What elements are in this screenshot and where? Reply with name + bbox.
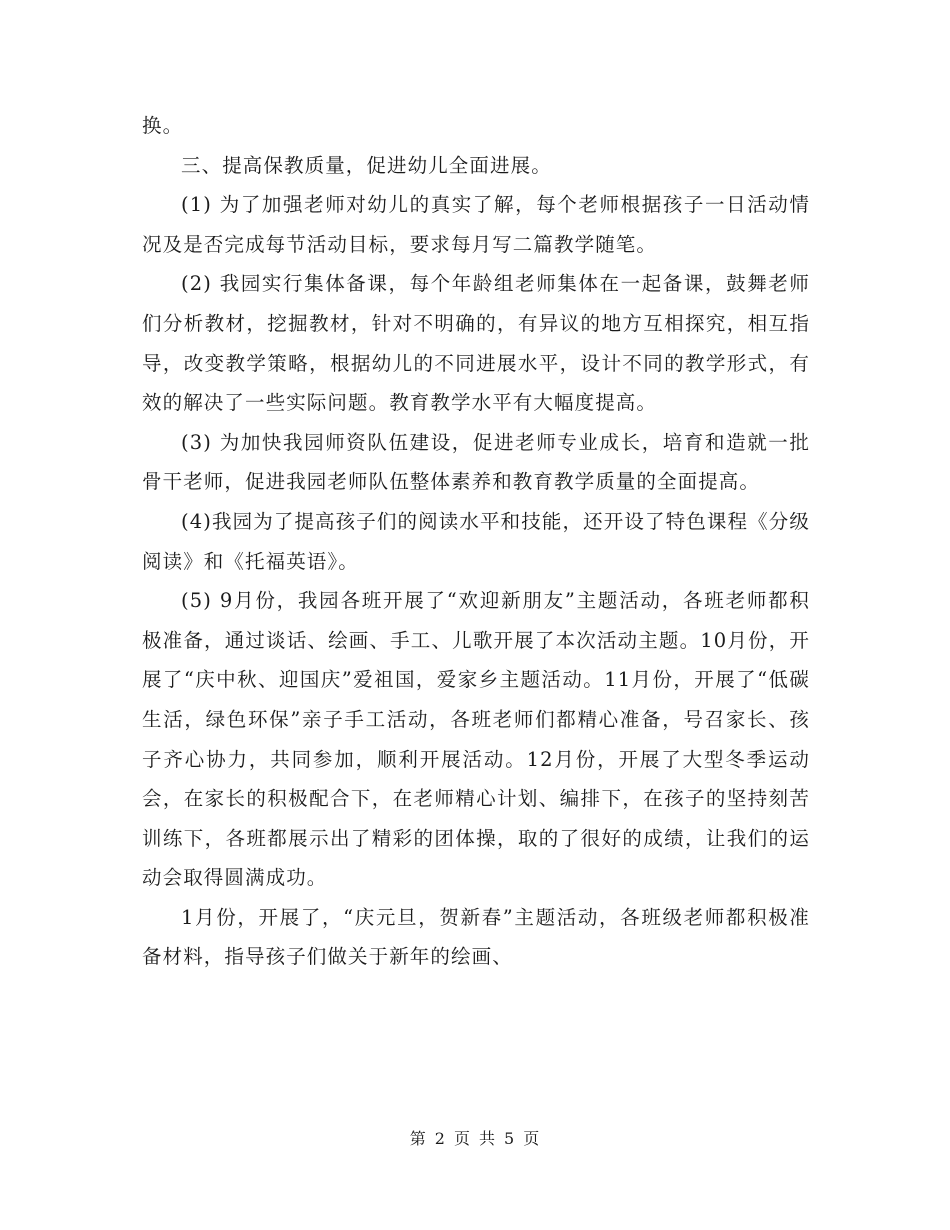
paragraph: (3) 为加快我园师资队伍建设，促进老师专业成长，培育和造就一批骨干老师，促进我园老师队伍整体素养和教育教学质量的全面提高。 — [142, 430, 810, 494]
paragraph: (2) 我园实行集体备课，每个年龄组老师集体在一起备课，鼓舞老师们分析教材，挖掘教材，针对不明确的，有异议的地方互相探究，相互指导，改变教学策略，根据幼儿的不同进展水平，设计不同的教学形式，有效的解决了一些实际问题。教育教学水平有大幅度提高。 — [142, 272, 810, 415]
document-body — [142, 106, 810, 977]
paragraph: 换。 — [142, 114, 184, 137]
footer-total-pages: 5 — [504, 1129, 516, 1148]
footer-total-word: 共 — [479, 1129, 497, 1148]
paragraph: (5) 9月份，我园各班开展了“欢迎新朋友”主题活动，各班老师都积极准备，通过谈话、绘画、手工、儿歌开展了本次活动主题。10月份，开展了“庆中秋、迎国庆”爱祖国，爱家乡主题活动。11月份，开展了“低碳生活，绿色环保”亲子手工活动，各班老师们都精心准备，号召家长、孩子齐心协力，共同参加，顺利开展活动。12月份，开展了大型冬季运动会，在家长的积极配合下，在老师精心计划、编排下，在孩子的坚持刻苦训练下，各班都展示出了精彩的团体操，取的了很好的成绩，让我们的运动会取得圆满成功。 — [142, 589, 810, 890]
footer-current-page: 2 — [434, 1129, 446, 1148]
footer-suffix: 页 — [523, 1129, 541, 1148]
page-footer — [0, 1126, 950, 1149]
paragraph: (1) 为了加强老师对幼儿的真实了解，每个老师根据孩子一日活动情况及是否完成每节活动目标，要求每月写二篇教学随笔。 — [142, 193, 810, 256]
paragraph: (4)我园为了提高孩子们的阅读水平和技能，还开设了特色课程《分级阅读》和《托福英语》。 — [142, 509, 810, 573]
section-heading: 三、提高保教质量，促进幼儿全面进展。 — [181, 153, 552, 177]
footer-prefix: 第 — [409, 1129, 427, 1148]
footer-page-word: 页 — [453, 1129, 471, 1148]
paragraph: 1月份，开展了，“庆元旦，贺新春”主题活动，各班级老师都积极准备材料，指导孩子们做关于新年的绘画、 — [142, 905, 810, 969]
